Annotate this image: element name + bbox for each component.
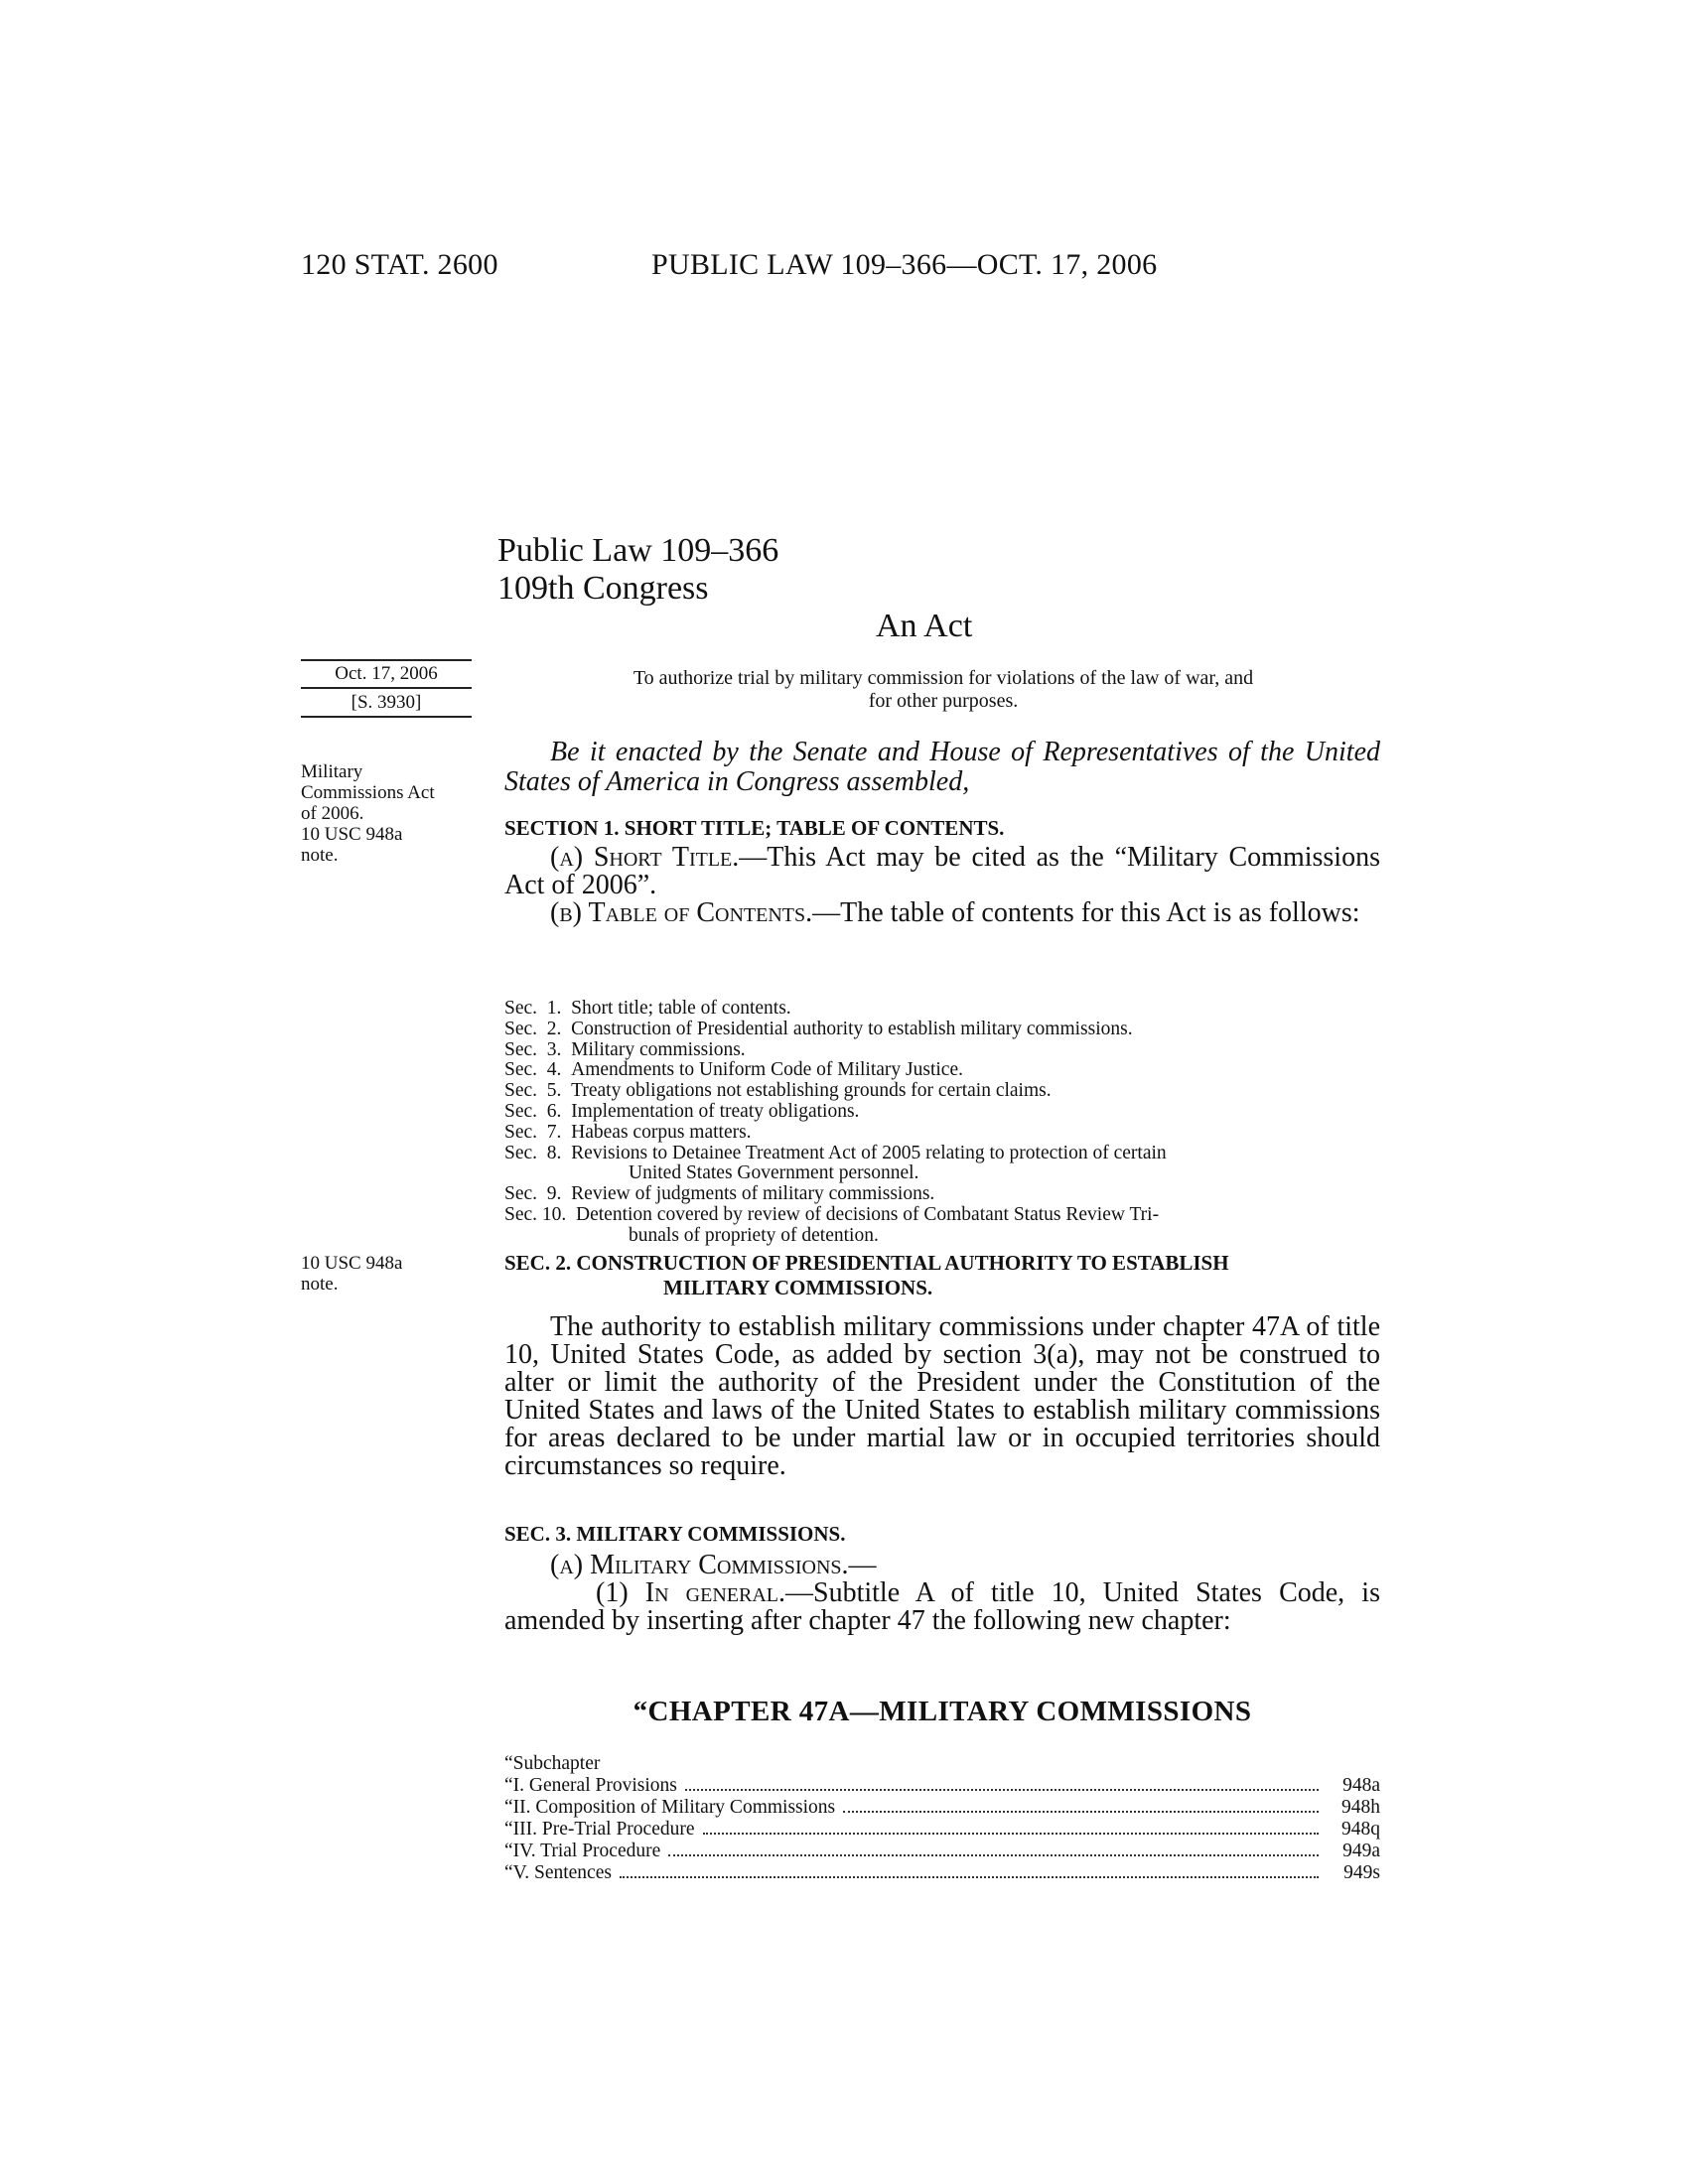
section-3-paragraph-1: [504, 1579, 1380, 1635]
margin-note-line: note.: [301, 845, 339, 866]
dot-leader: [620, 1876, 1319, 1878]
subchapter-entry: [504, 1841, 1380, 1862]
paragraph-1-label: (1) In general.: [596, 1577, 785, 1608]
toc-continuation: United States Government personnel.: [629, 1162, 919, 1184]
margin-note-line: 10 USC 948a: [301, 1253, 403, 1274]
toc-text: Habeas corpus matters.: [571, 1121, 752, 1143]
margin-note-line: 10 USC 948a: [301, 824, 403, 845]
public-law-number: Public Law 109–366: [497, 532, 779, 569]
toc-number: Sec. 5.: [504, 1080, 572, 1102]
act-purpose: [536, 667, 1350, 713]
subchapter-title: “I. General Provisions: [504, 1775, 677, 1796]
toc-text: Revisions to Detainee Treatment Act of 2005 relating to protection of certain: [571, 1142, 1167, 1163]
congress-number: 109th Congress: [497, 570, 709, 607]
toc-number: Sec. 6.: [504, 1100, 572, 1122]
subsection-a-heading: (a) Military Commissions.—: [550, 1550, 877, 1580]
section-1-subsection-a: [504, 844, 1380, 899]
section-2-heading-line: SEC. 2. CONSTRUCTION OF PRESIDENTIAL AUTHORITY TO ESTABLISH: [504, 1251, 1229, 1275]
subchapter-title: “II. Composition of Military Commissions: [504, 1797, 836, 1818]
toc-text: Construction of Presidential authority to establish military commissions.: [571, 1018, 1133, 1039]
toc-text: Review of judgments of military commissions.: [571, 1183, 935, 1205]
subchapter-title: “III. Pre-Trial Procedure: [504, 1819, 695, 1840]
margin-rule-middle: [301, 687, 472, 689]
dot-leader: [843, 1811, 1319, 1813]
toc-text: Implementation of treaty obligations.: [571, 1100, 860, 1122]
toc-text: Amendments to Uniform Code of Military Justice.: [571, 1059, 963, 1081]
subchapter-section: 948a: [1342, 1775, 1380, 1796]
subchapter-section: 948q: [1341, 1819, 1380, 1840]
dot-leader: [668, 1854, 1319, 1856]
section-1-heading: SECTION 1. SHORT TITLE; TABLE OF CONTENTS.: [504, 816, 1005, 840]
running-header: PUBLIC LAW 109–366—OCT. 17, 2006: [651, 248, 1158, 281]
toc-continuation: bunals of propriety of detention.: [629, 1224, 879, 1246]
purpose-line: To authorize trial by military commission for violations of the law of war, and: [633, 667, 1254, 689]
toc-number: Sec. 2.: [504, 1018, 572, 1039]
toc-entry: [504, 1040, 1380, 1061]
section-3-subsection-a: [550, 1552, 877, 1579]
toc-number: Sec. 10.: [504, 1203, 577, 1225]
toc-entry: [504, 999, 1380, 1020]
subchapter-entry: [504, 1797, 1380, 1819]
toc-number: Sec. 9.: [504, 1183, 572, 1205]
subsection-a-text: —This Act may be cited as the “Military Commissions Act of 2006”.: [504, 842, 1380, 900]
margin-note-line: Military: [301, 761, 363, 782]
dot-leader: [685, 1789, 1319, 1791]
page-stat-number: 120 STAT. 2600: [301, 248, 498, 281]
toc-entry: [504, 1184, 1380, 1205]
margin-note-line: Commissions Act: [301, 782, 435, 803]
section-1-subsection-b: [504, 899, 1380, 927]
toc-entry: [504, 1123, 1380, 1144]
subchapter-title: “V. Sentences: [504, 1862, 612, 1883]
subchapter-entry: [504, 1775, 1380, 1797]
table-of-contents: [504, 999, 1380, 1247]
subchapter-label: “Subchapter: [504, 1753, 601, 1774]
toc-number: Sec. 3.: [504, 1038, 572, 1060]
purpose-line: for other purposes.: [868, 690, 1019, 712]
subchapter-section: 949s: [1343, 1862, 1380, 1883]
toc-entry: [504, 1205, 1380, 1226]
margin-note-section-2: [301, 1253, 480, 1295]
section-3-heading: SEC. 3. MILITARY COMMISSIONS.: [504, 1522, 846, 1546]
toc-entry: [504, 1020, 1380, 1040]
margin-note-line: note.: [301, 1274, 339, 1295]
toc-text: Detention covered by review of decisions of Combatant Status Review Tri-: [576, 1203, 1160, 1225]
toc-number: Sec. 1.: [504, 998, 572, 1019]
subchapter-section: 949a: [1342, 1841, 1380, 1861]
subchapter-title: “IV. Trial Procedure: [504, 1841, 661, 1861]
subsection-b-text: —The table of contents for this Act is as follows:: [812, 897, 1360, 928]
enacting-clause: Be it enacted by the Senate and House of Representatives of the United States of America in Congress assembled,: [504, 737, 1380, 797]
toc-entry: [504, 1060, 1380, 1081]
enactment-date: Oct. 17, 2006: [335, 663, 438, 684]
subsection-b-label: (b) Table of Contents.: [550, 897, 813, 928]
section-2-body: The authority to establish military commissions under chapter 47A of title 10, United States Code, as added by section 3(a), may not be construed to alter or limit the authority of the President under the Constitution of the United States and laws of the United States to establish military commissions for areas declared to be under martial law or in occupied territories should circumstances so require.: [504, 1311, 1380, 1481]
toc-entry: [504, 1102, 1380, 1123]
margin-rule-top: [301, 659, 472, 661]
subsection-a-label: (a) Short Title.: [550, 842, 740, 873]
toc-text: Military commissions.: [571, 1038, 746, 1060]
subchapter-entry: [504, 1819, 1380, 1841]
chapter-heading: “CHAPTER 47A—MILITARY COMMISSIONS: [633, 1696, 1252, 1727]
chapter-subchapter-table: [504, 1753, 1380, 1884]
subchapter-section: 948h: [1341, 1797, 1380, 1818]
toc-text: Short title; table of contents.: [571, 998, 791, 1019]
an-act-heading: An Act: [876, 608, 973, 644]
section-2-heading-line: MILITARY COMMISSIONS.: [663, 1276, 933, 1299]
toc-number: Sec. 7.: [504, 1121, 572, 1143]
paragraph-1-text: —Subtitle A of title 10, United States Code, is amended by inserting after chapter 47 the following new chapter:: [504, 1577, 1380, 1636]
toc-entry: [504, 1081, 1380, 1102]
margin-note-short-title: [301, 761, 480, 866]
toc-number: Sec. 4.: [504, 1059, 572, 1081]
margin-rule-bottom: [301, 716, 472, 718]
subchapter-entry: [504, 1862, 1380, 1884]
bill-number: [S. 3930]: [351, 692, 422, 713]
margin-note-line: of 2006.: [301, 803, 364, 824]
section-2-heading: [504, 1251, 1380, 1300]
toc-number: Sec. 8.: [504, 1142, 572, 1163]
toc-entry: [504, 1144, 1380, 1164]
toc-text: Treaty obligations not establishing grounds for certain claims.: [571, 1080, 1052, 1102]
dot-leader: [703, 1833, 1319, 1835]
